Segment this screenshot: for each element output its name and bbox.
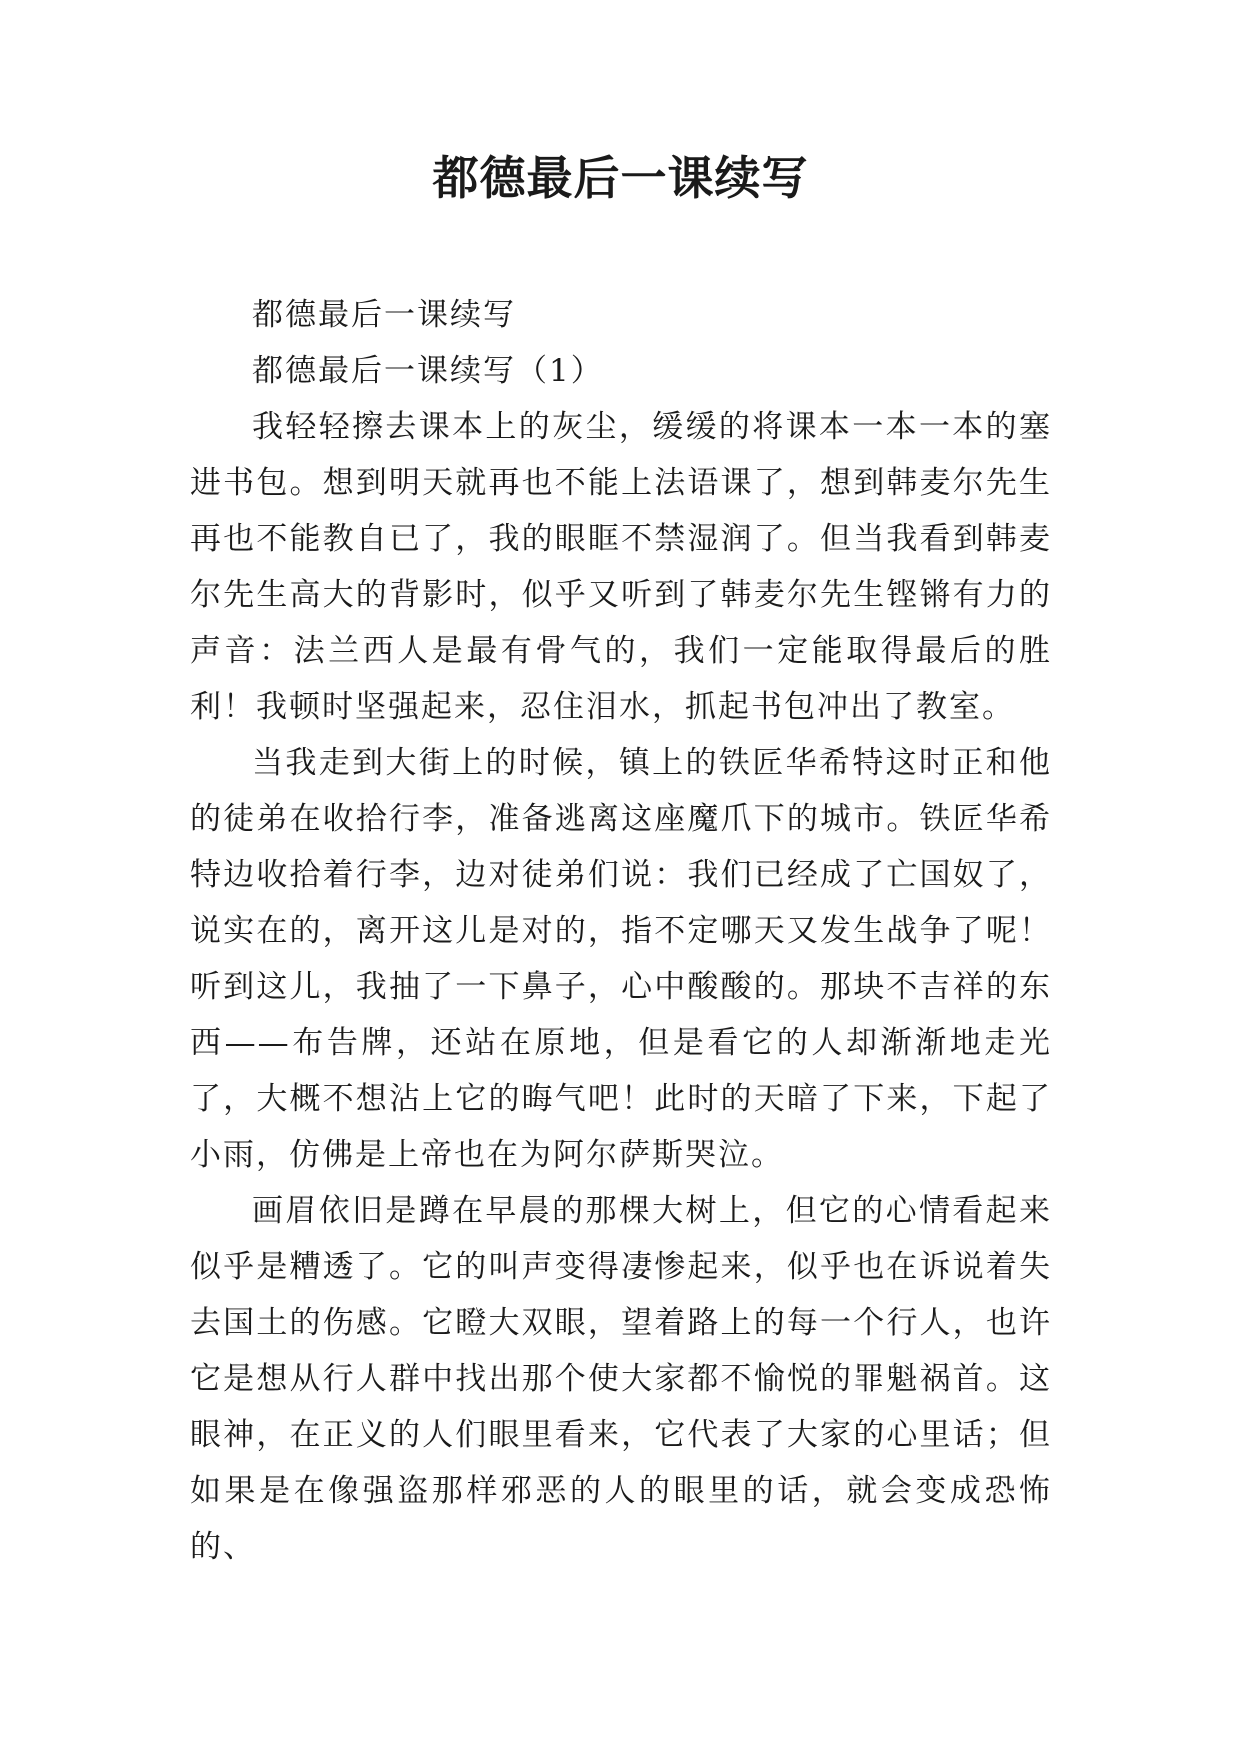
paragraph: 画眉依旧是蹲在早晨的那棵大树上，但它的心情看起来似乎是糟透了。它的叫声变得凄惨起来，似乎也在诉说着失去国土的伤感。它瞪大双眼，望着路上的每一个行人，也许它是想从行人群中找出那个使大家都不愉悦的罪魁祸首。这眼神，在正义的人们眼里看来，它代表了大家的心里话；但如果是在像强盗那样邪恶的人的眼里的话，就会变成恐怖的、 bbox=[190, 1193, 1052, 1565]
subtitle-line: 都德最后一课续写 bbox=[252, 297, 516, 333]
document-body bbox=[190, 287, 1052, 1575]
paragraph: 当我走到大街上的时候，镇上的铁匠华希特这时正和他的徒弟在收拾行李，准备逃离这座魔爪下的城市。铁匠华希特边收拾着行李，边对徒弟们说：我们已经成了亡国奴了，说实在的，离开这儿是对的，指不定哪天又发生战争了呢！听到这儿，我抽了一下鼻子，心中酸酸的。那块不吉祥的东西——布告牌，还站在原地，但是看它的人却渐渐地走光了，大概不想沾上它的晦气吧！此时的天暗了下来，下起了小雨，仿佛是上帝也在为阿尔萨斯哭泣。 bbox=[190, 745, 1052, 1173]
paragraph: 我轻轻擦去课本上的灰尘，缓缓的将课本一本一本的塞进书包。想到明天就再也不能上法语课了，想到韩麦尔先生再也不能教自已了，我的眼眶不禁湿润了。但当我看到韩麦尔先生高大的背影时，似乎又听到了韩麦尔先生铿锵有力的声音：法兰西人是最有骨气的，我们一定能取得最后的胜利！我顿时坚强起来，忍住泪水，抓起书包冲出了教室。 bbox=[190, 409, 1052, 725]
document-title: 都德最后一课续写 bbox=[432, 151, 809, 205]
section-heading: 都德最后一课续写（1） bbox=[252, 353, 604, 389]
